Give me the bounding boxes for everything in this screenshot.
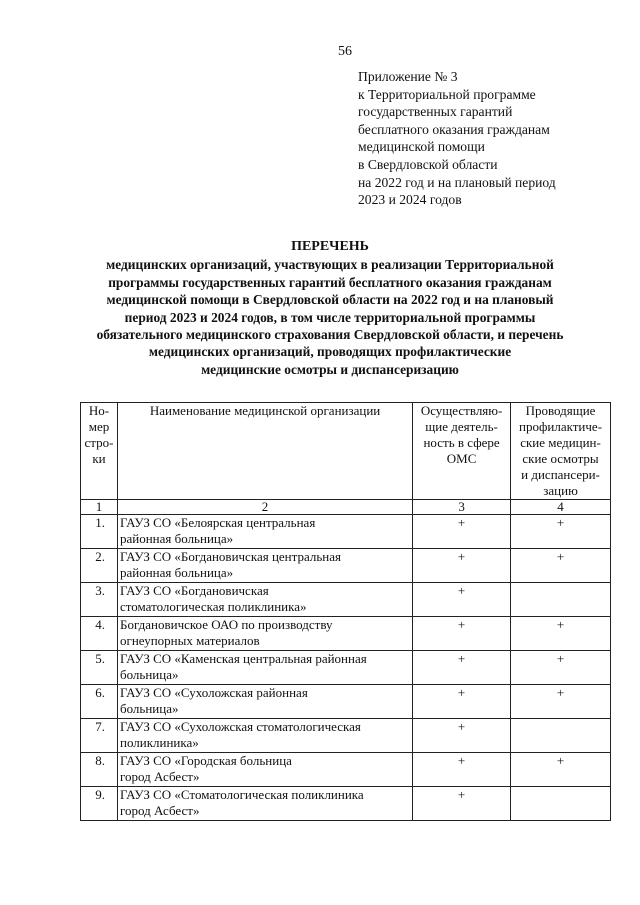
- oms-mark: +: [413, 617, 511, 651]
- title-line: период 2023 и 2024 годов, в том числе территориальной программы: [124, 309, 536, 325]
- header-text: зацию: [543, 483, 578, 498]
- prof-mark: +: [511, 685, 611, 719]
- oms-mark: +: [413, 787, 511, 821]
- row-number: 6.: [81, 685, 118, 719]
- name-line: ГАУЗ СО «Белоярская центральная: [119, 515, 316, 530]
- table-row: [81, 617, 611, 651]
- column-number: 2: [117, 500, 412, 515]
- column-number: 4: [511, 500, 611, 515]
- header-text: Наименование медицинской организации: [149, 403, 381, 418]
- appendix-block: [358, 68, 556, 209]
- row-number: 2.: [81, 549, 118, 583]
- table-row: [81, 583, 611, 617]
- header-row-number: [81, 403, 118, 500]
- row-number: 1.: [81, 515, 118, 549]
- row-number: 7.: [81, 719, 118, 753]
- oms-mark: +: [413, 719, 511, 753]
- row-number: 3.: [81, 583, 118, 617]
- header-text: ские осмотры: [522, 451, 599, 466]
- table-header-row: [81, 403, 611, 500]
- table-row: [81, 651, 611, 685]
- prof-mark: [511, 787, 611, 821]
- header-oms: [413, 403, 511, 500]
- name-line: ГАУЗ СО «Сухоложская районная: [119, 685, 308, 700]
- organization-name: [117, 549, 412, 583]
- organization-name: [117, 753, 412, 787]
- oms-mark: +: [413, 753, 511, 787]
- document-title: [60, 238, 600, 378]
- name-line: поликлиника»: [119, 735, 199, 750]
- title-heading: ПЕРЕЧЕНЬ: [291, 239, 369, 254]
- organizations-table: [80, 402, 611, 821]
- name-line: ГАУЗ СО «Богдановичская: [119, 583, 269, 598]
- header-text: мер: [88, 419, 110, 434]
- header-text: ские медицин-: [520, 435, 601, 450]
- title-line: медицинские осмотры и диспансеризацию: [201, 361, 459, 377]
- title-line: медицинских организаций, проводящих профилактические: [148, 344, 512, 360]
- prof-mark: [511, 583, 611, 617]
- header-text: стро-: [84, 435, 114, 450]
- table-row: [81, 549, 611, 583]
- name-line: больница»: [119, 667, 179, 682]
- table-row: [81, 685, 611, 719]
- appendix-line: 2023 и 2024 годов: [358, 192, 462, 208]
- prof-mark: +: [511, 549, 611, 583]
- organization-name: [117, 515, 412, 549]
- name-line: районная больница»: [119, 531, 234, 546]
- prof-mark: +: [511, 753, 611, 787]
- title-line: программы государственных гарантий бесплатного оказания гражданам: [108, 274, 552, 290]
- oms-mark: +: [413, 515, 511, 549]
- row-number: 4.: [81, 617, 118, 651]
- name-line: огнеупорных материалов: [119, 633, 260, 648]
- prof-mark: +: [511, 515, 611, 549]
- header-text: Осуществляю-: [420, 403, 503, 418]
- title-line: обязательного медицинского страхования Свердловской области, и перечень: [96, 327, 564, 343]
- header-text: ки: [92, 451, 106, 466]
- name-line: ГАУЗ СО «Сухоложская стоматологическая: [119, 719, 361, 734]
- appendix-line: Приложение № 3: [358, 69, 458, 84]
- header-text: ность в сфере: [423, 435, 500, 450]
- header-text: щие деятель-: [425, 419, 498, 434]
- column-number: 3: [413, 500, 511, 515]
- header-text: Проводящие: [525, 403, 596, 418]
- name-line: город Асбест»: [119, 769, 200, 784]
- oms-mark: +: [413, 583, 511, 617]
- name-line: ГАУЗ СО «Городская больница: [119, 753, 292, 768]
- name-line: стоматологическая поликлиника»: [119, 599, 307, 614]
- title-line: медицинских организаций, участвующих в реализации Территориальной: [106, 257, 554, 273]
- page-number: 56: [338, 44, 352, 59]
- row-number: 8.: [81, 753, 118, 787]
- organization-name: [117, 719, 412, 753]
- name-line: Богдановичское ОАО по производству: [119, 617, 333, 632]
- row-number: 9.: [81, 787, 118, 821]
- prof-mark: [511, 719, 611, 753]
- header-text: Но-: [88, 403, 110, 418]
- row-number: 5.: [81, 651, 118, 685]
- table-row: [81, 515, 611, 549]
- appendix-line: к Территориальной программе: [358, 86, 536, 102]
- oms-mark: +: [413, 549, 511, 583]
- header-text: ОМС: [446, 451, 477, 466]
- prof-mark: +: [511, 651, 611, 685]
- appendix-line: бесплатного оказания гражданам: [358, 121, 550, 137]
- name-line: ГАУЗ СО «Стоматологическая поликлиника: [119, 787, 364, 802]
- name-line: город Асбест»: [119, 803, 200, 818]
- header-organization-name: [117, 403, 412, 500]
- column-number: 1: [81, 500, 118, 515]
- name-line: ГАУЗ СО «Богдановичская центральная: [119, 549, 341, 564]
- header-preventive-exams: [511, 403, 611, 500]
- organization-name: [117, 617, 412, 651]
- name-line: ГАУЗ СО «Каменская центральная районная: [119, 651, 367, 666]
- name-line: районная больница»: [119, 565, 234, 580]
- oms-mark: +: [413, 651, 511, 685]
- name-line: больница»: [119, 701, 179, 716]
- appendix-line: на 2022 год и на плановый период: [358, 174, 556, 190]
- column-number-row: [81, 500, 611, 515]
- organization-name: [117, 787, 412, 821]
- table-row: [81, 787, 611, 821]
- title-line: медицинской помощи в Свердловской области на 2022 год и на плановый: [106, 292, 554, 308]
- table-row: [81, 753, 611, 787]
- organization-name: [117, 651, 412, 685]
- prof-mark: +: [511, 617, 611, 651]
- appendix-line: в Свердловской области: [358, 156, 498, 172]
- oms-mark: +: [413, 685, 511, 719]
- header-text: и диспансери-: [521, 467, 600, 482]
- organization-name: [117, 685, 412, 719]
- appendix-line: государственных гарантий: [358, 104, 513, 120]
- table-row: [81, 719, 611, 753]
- organization-name: [117, 583, 412, 617]
- appendix-line: медицинской помощи: [358, 139, 485, 155]
- header-text: профилактиче-: [519, 419, 603, 434]
